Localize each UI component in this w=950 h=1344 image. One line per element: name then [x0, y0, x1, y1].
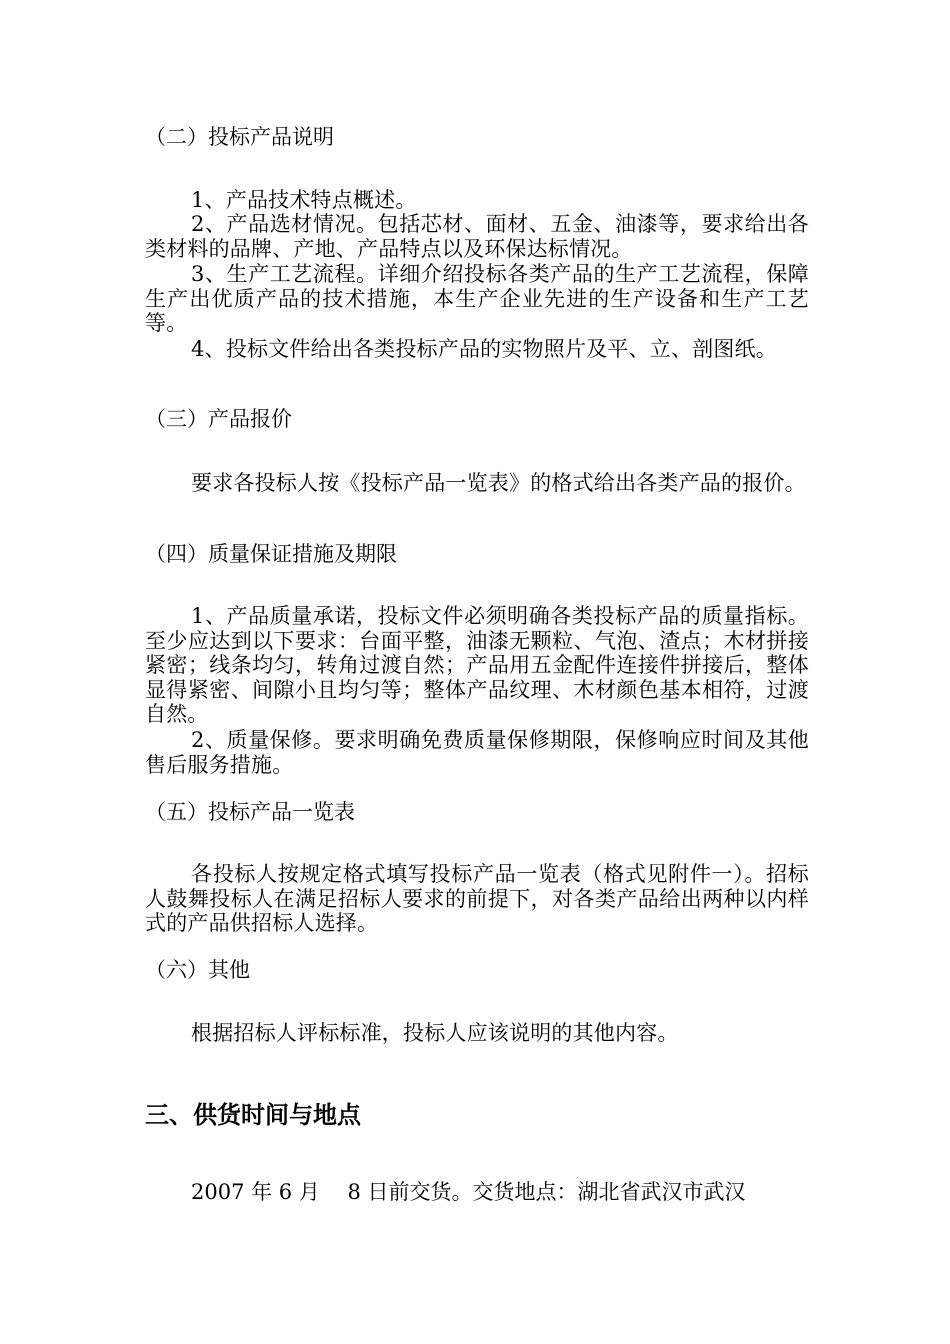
paragraph-item-3: 3、生产工艺流程。详细介绍投标各类产品的生产工艺流程，保障生产出优质产品的技术措施，本生产企业先进的生产设备和生产工艺等。 — [145, 262, 809, 335]
paragraph-item-1: 1、产品技术特点概述。 — [191, 188, 417, 212]
paragraph-item-4: 4、投标文件给出各类投标产品的实物照片及平、立、剖图纸。 — [191, 337, 777, 361]
section-heading-other: （六）其他 — [145, 958, 250, 982]
section-heading-product-description: （二）投标产品说明 — [145, 125, 334, 149]
section-heading-quality: （四）质量保证措施及期限 — [145, 542, 397, 566]
section-heading-product-list: （五）投标产品一览表 — [145, 800, 355, 824]
chapter-heading-delivery: 三、供货时间与地点 — [145, 1101, 361, 1129]
paragraph-quality-2: 2、质量保修。要求明确免费质量保修期限，保修响应时间及其他售后服务措施。 — [145, 728, 809, 777]
paragraph-delivery: 2007 年 6 月 8 日前交货。交货地点：湖北省武汉市武汉 — [191, 1180, 746, 1204]
paragraph-quality-1: 1、产品质量承诺，投标文件必须明确各类投标产品的质量指标。至少应达到以下要求：台面平整，油漆无颗粒、气泡、渣点；木材拼接紧密；线条均匀，转角过渡自然；产品用五金配件连接件拼接后，整体显得紧密、间隙小且均匀等；整体产品纹理、木材颜色基本相符，过渡自然。 — [145, 604, 809, 726]
paragraph-other: 根据招标人评标标准，投标人应该说明的其他内容。 — [191, 1021, 679, 1045]
paragraph-pricing: 要求各投标人按《投标产品一览表》的格式给出各类产品的报价。 — [191, 471, 806, 495]
paragraph-product-list: 各投标人按规定格式填写投标产品一览表（格式见附件一）。招标人鼓舞投标人在满足招标人要求的前提下，对各类产品给出两种以内样式的产品供招标人选择。 — [145, 862, 809, 935]
paragraph-item-2: 2、产品选材情况。包括芯材、面材、五金、油漆等，要求给出各类材料的品牌、产地、产品特点以及环保达标情况。 — [145, 212, 809, 261]
section-heading-pricing: （三）产品报价 — [145, 407, 292, 431]
